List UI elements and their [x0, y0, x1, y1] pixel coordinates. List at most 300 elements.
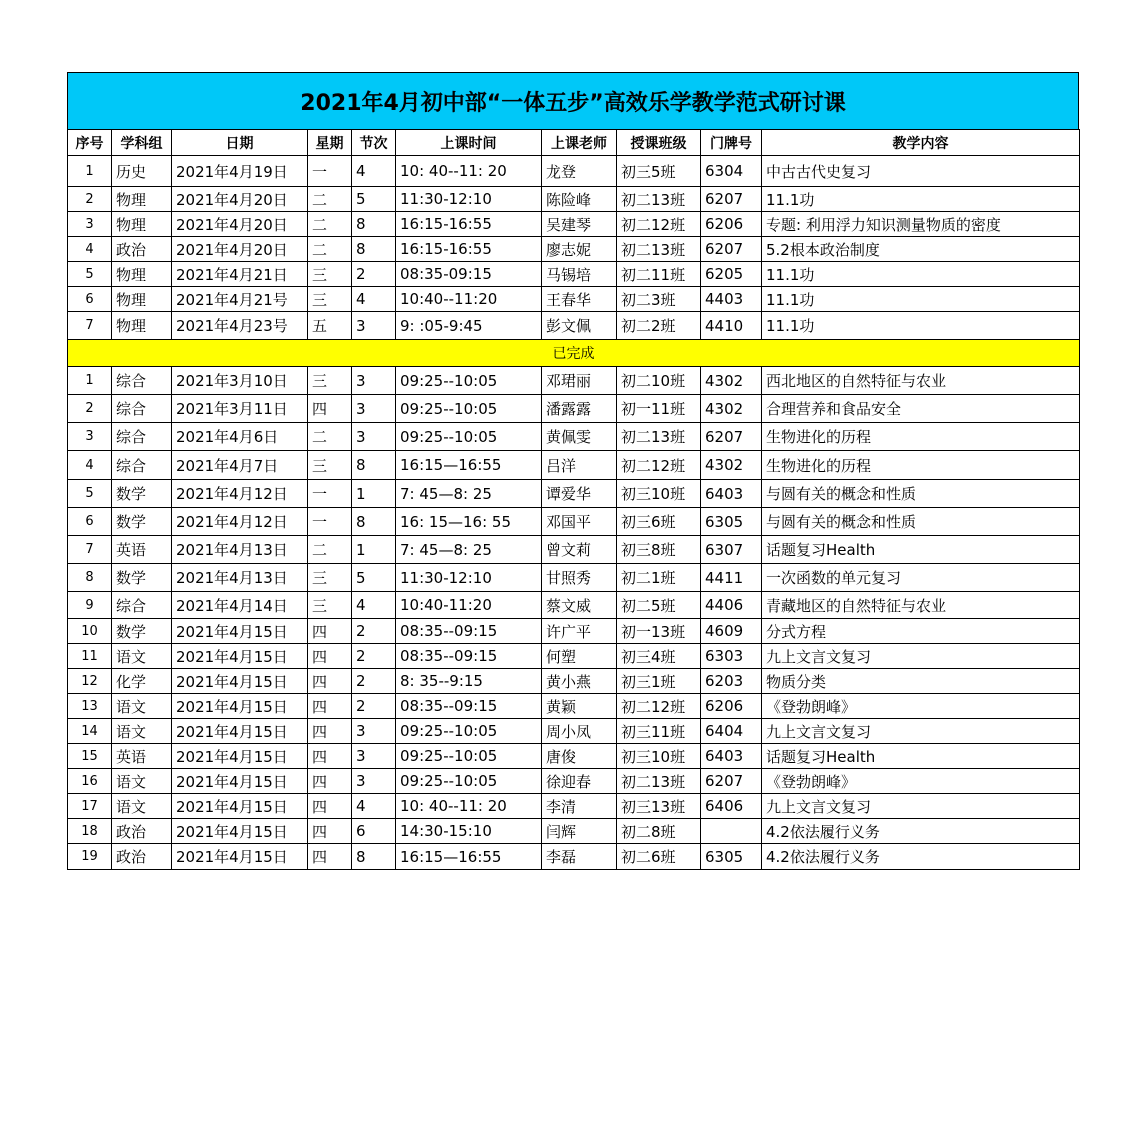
- cell-date: 2021年4月20日: [172, 212, 308, 237]
- upcoming-row: [68, 287, 1080, 312]
- cell-room: 6403: [701, 480, 762, 508]
- cell-time: 8: 35--9:15: [396, 669, 542, 694]
- cell-time: 08:35--09:15: [396, 619, 542, 644]
- cell-content: 西北地区的自然特征与农业: [762, 367, 1080, 395]
- completed-row: [68, 619, 1080, 644]
- cell-class: 初三8班: [617, 536, 701, 564]
- cell-weekday: 二: [308, 187, 352, 212]
- cell-content: 11.1功: [762, 187, 1080, 212]
- cell-period: 4: [352, 287, 396, 312]
- cell-subject: 物理: [112, 187, 172, 212]
- cell-date: 2021年4月13日: [172, 536, 308, 564]
- cell-room: 6406: [701, 794, 762, 819]
- completed-row: [68, 694, 1080, 719]
- cell-date: 2021年4月13日: [172, 564, 308, 592]
- cell-content: 与圆有关的概念和性质: [762, 480, 1080, 508]
- completed-row: [68, 395, 1080, 423]
- cell-weekday: 四: [308, 819, 352, 844]
- completed-row: [68, 536, 1080, 564]
- cell-subject: 历史: [112, 156, 172, 187]
- sheet-title: 2021年4月初中部“一体五步”高效乐学教学范式研讨课: [67, 72, 1079, 129]
- cell-room: 4411: [701, 564, 762, 592]
- cell-time: 08:35--09:15: [396, 694, 542, 719]
- cell-index: 10: [68, 619, 112, 644]
- cell-subject: 综合: [112, 367, 172, 395]
- header-cell-room: 门牌号: [701, 130, 762, 156]
- cell-subject: 化学: [112, 669, 172, 694]
- cell-index: 5: [68, 262, 112, 287]
- cell-index: 4: [68, 451, 112, 480]
- completed-row: [68, 669, 1080, 694]
- cell-class: 初二8班: [617, 819, 701, 844]
- cell-period: 3: [352, 719, 396, 744]
- cell-subject: 语文: [112, 694, 172, 719]
- cell-time: 10:40--11:20: [396, 287, 542, 312]
- upcoming-row: [68, 237, 1080, 262]
- cell-time: 16: 15—16: 55: [396, 508, 542, 536]
- cell-room: 4406: [701, 592, 762, 619]
- completed-row: [68, 480, 1080, 508]
- cell-date: 2021年4月15日: [172, 794, 308, 819]
- cell-period: 2: [352, 644, 396, 669]
- cell-period: 8: [352, 508, 396, 536]
- cell-content: 专题: 利用浮力知识测量物质的密度: [762, 212, 1080, 237]
- cell-time: 9: :05-9:45: [396, 312, 542, 340]
- cell-weekday: 四: [308, 794, 352, 819]
- cell-period: 3: [352, 423, 396, 451]
- cell-class: 初二13班: [617, 769, 701, 794]
- completed-banner-row: [68, 340, 1080, 367]
- cell-room: 6305: [701, 844, 762, 870]
- cell-period: 3: [352, 367, 396, 395]
- cell-class: 初三4班: [617, 644, 701, 669]
- cell-time: 14:30-15:10: [396, 819, 542, 844]
- cell-period: 6: [352, 819, 396, 844]
- cell-teacher: 谭爱华: [542, 480, 617, 508]
- cell-index: 12: [68, 669, 112, 694]
- cell-weekday: 四: [308, 719, 352, 744]
- cell-subject: 物理: [112, 312, 172, 340]
- completed-row: [68, 367, 1080, 395]
- cell-weekday: 四: [308, 694, 352, 719]
- cell-room: 6403: [701, 744, 762, 769]
- cell-room: 4403: [701, 287, 762, 312]
- cell-room: 6207: [701, 237, 762, 262]
- cell-weekday: 三: [308, 592, 352, 619]
- cell-content: 话题复习Health: [762, 536, 1080, 564]
- cell-index: 6: [68, 287, 112, 312]
- cell-content: 《登勃朗峰》: [762, 769, 1080, 794]
- cell-content: 九上文言文复习: [762, 719, 1080, 744]
- cell-subject: 英语: [112, 744, 172, 769]
- cell-class: 初三6班: [617, 508, 701, 536]
- cell-weekday: 三: [308, 262, 352, 287]
- cell-date: 2021年4月15日: [172, 619, 308, 644]
- cell-date: 2021年4月19日: [172, 156, 308, 187]
- cell-date: 2021年4月6日: [172, 423, 308, 451]
- cell-teacher: 蔡文威: [542, 592, 617, 619]
- cell-index: 11: [68, 644, 112, 669]
- cell-weekday: 四: [308, 744, 352, 769]
- header-cell-period: 节次: [352, 130, 396, 156]
- cell-time: 09:25--10:05: [396, 744, 542, 769]
- cell-class: 初二5班: [617, 592, 701, 619]
- cell-room: 6207: [701, 187, 762, 212]
- schedule-table: [67, 129, 1080, 870]
- cell-time: 09:25--10:05: [396, 719, 542, 744]
- cell-room: 6305: [701, 508, 762, 536]
- completed-row: [68, 819, 1080, 844]
- cell-date: 2021年4月14日: [172, 592, 308, 619]
- cell-subject: 政治: [112, 819, 172, 844]
- cell-content: 一次函数的单元复习: [762, 564, 1080, 592]
- cell-time: 7: 45—8: 25: [396, 480, 542, 508]
- cell-teacher: 闫辉: [542, 819, 617, 844]
- cell-subject: 数学: [112, 508, 172, 536]
- cell-class: 初三10班: [617, 744, 701, 769]
- cell-weekday: 四: [308, 619, 352, 644]
- cell-teacher: 李磊: [542, 844, 617, 870]
- cell-period: 4: [352, 794, 396, 819]
- cell-class: 初二6班: [617, 844, 701, 870]
- cell-date: 2021年4月15日: [172, 769, 308, 794]
- cell-content: 5.2根本政治制度: [762, 237, 1080, 262]
- cell-date: 2021年4月15日: [172, 744, 308, 769]
- cell-date: 2021年4月20日: [172, 187, 308, 212]
- cell-date: 2021年3月10日: [172, 367, 308, 395]
- cell-index: 3: [68, 212, 112, 237]
- cell-room: 6207: [701, 769, 762, 794]
- cell-teacher: 马锡培: [542, 262, 617, 287]
- upcoming-row: [68, 212, 1080, 237]
- cell-period: 5: [352, 187, 396, 212]
- header-row: [68, 130, 1080, 156]
- cell-index: 1: [68, 367, 112, 395]
- cell-room: 6203: [701, 669, 762, 694]
- completed-row: [68, 794, 1080, 819]
- cell-date: 2021年4月15日: [172, 719, 308, 744]
- cell-period: 3: [352, 312, 396, 340]
- cell-room: 6303: [701, 644, 762, 669]
- cell-subject: 物理: [112, 212, 172, 237]
- cell-index: 2: [68, 395, 112, 423]
- upcoming-row: [68, 262, 1080, 287]
- completed-row: [68, 719, 1080, 744]
- cell-date: 2021年4月15日: [172, 844, 308, 870]
- header-cell-time: 上课时间: [396, 130, 542, 156]
- cell-date: 2021年4月23号: [172, 312, 308, 340]
- cell-room: 6404: [701, 719, 762, 744]
- cell-subject: 物理: [112, 287, 172, 312]
- cell-subject: 综合: [112, 592, 172, 619]
- cell-content: 生物进化的历程: [762, 451, 1080, 480]
- cell-weekday: 四: [308, 844, 352, 870]
- cell-room: 4302: [701, 395, 762, 423]
- cell-weekday: 三: [308, 564, 352, 592]
- cell-room: 4302: [701, 451, 762, 480]
- cell-time: 10: 40--11: 20: [396, 794, 542, 819]
- cell-weekday: 二: [308, 237, 352, 262]
- cell-subject: 数学: [112, 480, 172, 508]
- cell-date: 2021年4月12日: [172, 508, 308, 536]
- cell-class: 初二13班: [617, 187, 701, 212]
- cell-date: 2021年4月15日: [172, 819, 308, 844]
- cell-teacher: 甘照秀: [542, 564, 617, 592]
- cell-index: 1: [68, 156, 112, 187]
- cell-class: 初二11班: [617, 262, 701, 287]
- cell-room: 4609: [701, 619, 762, 644]
- cell-index: 15: [68, 744, 112, 769]
- cell-content: 九上文言文复习: [762, 794, 1080, 819]
- cell-content: 九上文言文复习: [762, 644, 1080, 669]
- cell-period: 8: [352, 451, 396, 480]
- cell-index: 16: [68, 769, 112, 794]
- cell-subject: 政治: [112, 844, 172, 870]
- header-cell-index: 序号: [68, 130, 112, 156]
- cell-time: 09:25--10:05: [396, 395, 542, 423]
- cell-period: 3: [352, 744, 396, 769]
- cell-content: 合理营养和食品安全: [762, 395, 1080, 423]
- cell-subject: 语文: [112, 794, 172, 819]
- cell-time: 10:40-11:20: [396, 592, 542, 619]
- cell-weekday: 一: [308, 508, 352, 536]
- header-cell-weekday: 星期: [308, 130, 352, 156]
- cell-class: 初三11班: [617, 719, 701, 744]
- cell-period: 2: [352, 262, 396, 287]
- completed-row: [68, 769, 1080, 794]
- upcoming-row: [68, 312, 1080, 340]
- cell-period: 3: [352, 395, 396, 423]
- cell-teacher: 潘露露: [542, 395, 617, 423]
- cell-date: 2021年4月20日: [172, 237, 308, 262]
- cell-index: 13: [68, 694, 112, 719]
- completed-row: [68, 592, 1080, 619]
- cell-teacher: 王春华: [542, 287, 617, 312]
- cell-time: 09:25--10:05: [396, 423, 542, 451]
- cell-date: 2021年4月12日: [172, 480, 308, 508]
- completed-row: [68, 564, 1080, 592]
- completed-row: [68, 644, 1080, 669]
- completed-banner: 已完成: [68, 340, 1080, 367]
- cell-weekday: 四: [308, 395, 352, 423]
- cell-time: 08:35-09:15: [396, 262, 542, 287]
- cell-class: 初二13班: [617, 237, 701, 262]
- cell-content: 4.2依法履行义务: [762, 819, 1080, 844]
- cell-room: 4302: [701, 367, 762, 395]
- cell-teacher: 李清: [542, 794, 617, 819]
- cell-teacher: 徐迎春: [542, 769, 617, 794]
- cell-weekday: 四: [308, 669, 352, 694]
- cell-class: 初一11班: [617, 395, 701, 423]
- cell-class: 初二12班: [617, 694, 701, 719]
- cell-teacher: 曾文莉: [542, 536, 617, 564]
- cell-class: 初二12班: [617, 451, 701, 480]
- cell-weekday: 四: [308, 644, 352, 669]
- cell-class: 初二13班: [617, 423, 701, 451]
- header-cell-date: 日期: [172, 130, 308, 156]
- cell-date: 2021年4月15日: [172, 669, 308, 694]
- cell-teacher: 龙登: [542, 156, 617, 187]
- cell-room: 6207: [701, 423, 762, 451]
- cell-date: 2021年4月21号: [172, 287, 308, 312]
- cell-teacher: 邓珺丽: [542, 367, 617, 395]
- cell-content: 11.1功: [762, 262, 1080, 287]
- cell-period: 3: [352, 769, 396, 794]
- cell-class: 初一13班: [617, 619, 701, 644]
- cell-time: 11:30-12:10: [396, 564, 542, 592]
- cell-subject: 综合: [112, 423, 172, 451]
- cell-subject: 政治: [112, 237, 172, 262]
- cell-time: 08:35--09:15: [396, 644, 542, 669]
- cell-time: 09:25--10:05: [396, 769, 542, 794]
- cell-period: 2: [352, 694, 396, 719]
- cell-weekday: 二: [308, 423, 352, 451]
- cell-class: 初三1班: [617, 669, 701, 694]
- cell-index: 9: [68, 592, 112, 619]
- cell-content: 《登勃朗峰》: [762, 694, 1080, 719]
- cell-class: 初三10班: [617, 480, 701, 508]
- cell-index: 2: [68, 187, 112, 212]
- cell-content: 青藏地区的自然特征与农业: [762, 592, 1080, 619]
- cell-teacher: 唐俊: [542, 744, 617, 769]
- cell-period: 4: [352, 156, 396, 187]
- cell-content: 分式方程: [762, 619, 1080, 644]
- cell-subject: 综合: [112, 451, 172, 480]
- cell-class: 初二1班: [617, 564, 701, 592]
- cell-period: 1: [352, 480, 396, 508]
- cell-period: 1: [352, 536, 396, 564]
- cell-weekday: 五: [308, 312, 352, 340]
- cell-subject: 综合: [112, 395, 172, 423]
- cell-date: 2021年4月15日: [172, 644, 308, 669]
- completed-row: [68, 844, 1080, 870]
- cell-period: 5: [352, 564, 396, 592]
- cell-date: 2021年4月7日: [172, 451, 308, 480]
- cell-teacher: 吕洋: [542, 451, 617, 480]
- cell-time: 11:30-12:10: [396, 187, 542, 212]
- cell-teacher: 何塑: [542, 644, 617, 669]
- cell-subject: 数学: [112, 619, 172, 644]
- cell-index: 7: [68, 312, 112, 340]
- cell-weekday: 三: [308, 451, 352, 480]
- cell-subject: 数学: [112, 564, 172, 592]
- cell-room: [701, 819, 762, 844]
- cell-teacher: 黄颖: [542, 694, 617, 719]
- cell-index: 14: [68, 719, 112, 744]
- cell-room: 6206: [701, 694, 762, 719]
- cell-content: 中古古代史复习: [762, 156, 1080, 187]
- cell-weekday: 三: [308, 287, 352, 312]
- header-cell-content: 教学内容: [762, 130, 1080, 156]
- cell-weekday: 四: [308, 769, 352, 794]
- cell-content: 物质分类: [762, 669, 1080, 694]
- cell-subject: 语文: [112, 719, 172, 744]
- cell-content: 话题复习Health: [762, 744, 1080, 769]
- cell-time: 16:15-16:55: [396, 237, 542, 262]
- cell-date: 2021年4月21日: [172, 262, 308, 287]
- cell-class: 初二3班: [617, 287, 701, 312]
- cell-weekday: 二: [308, 212, 352, 237]
- cell-teacher: 黄小燕: [542, 669, 617, 694]
- cell-time: 10: 40--11: 20: [396, 156, 542, 187]
- cell-period: 8: [352, 844, 396, 870]
- cell-time: 16:15-16:55: [396, 212, 542, 237]
- cell-index: 19: [68, 844, 112, 870]
- cell-class: 初二10班: [617, 367, 701, 395]
- cell-subject: 语文: [112, 644, 172, 669]
- header-cell-teacher: 上课老师: [542, 130, 617, 156]
- header-cell-class: 授课班级: [617, 130, 701, 156]
- cell-content: 生物进化的历程: [762, 423, 1080, 451]
- cell-period: 2: [352, 669, 396, 694]
- schedule-sheet: [67, 72, 1079, 870]
- cell-weekday: 一: [308, 156, 352, 187]
- cell-content: 与圆有关的概念和性质: [762, 508, 1080, 536]
- upcoming-row: [68, 156, 1080, 187]
- cell-content: 4.2依法履行义务: [762, 844, 1080, 870]
- upcoming-row: [68, 187, 1080, 212]
- cell-index: 3: [68, 423, 112, 451]
- cell-teacher: 吴建琴: [542, 212, 617, 237]
- cell-subject: 物理: [112, 262, 172, 287]
- cell-content: 11.1功: [762, 312, 1080, 340]
- cell-subject: 语文: [112, 769, 172, 794]
- cell-index: 18: [68, 819, 112, 844]
- cell-teacher: 邓国平: [542, 508, 617, 536]
- header-cell-subject: 学科组: [112, 130, 172, 156]
- cell-time: 16:15—16:55: [396, 451, 542, 480]
- cell-index: 4: [68, 237, 112, 262]
- cell-time: 7: 45—8: 25: [396, 536, 542, 564]
- cell-index: 5: [68, 480, 112, 508]
- cell-index: 17: [68, 794, 112, 819]
- cell-teacher: 周小凤: [542, 719, 617, 744]
- cell-period: 8: [352, 237, 396, 262]
- cell-weekday: 三: [308, 367, 352, 395]
- cell-class: 初二2班: [617, 312, 701, 340]
- cell-period: 2: [352, 619, 396, 644]
- cell-class: 初三13班: [617, 794, 701, 819]
- cell-weekday: 一: [308, 480, 352, 508]
- completed-row: [68, 451, 1080, 480]
- cell-class: 初二12班: [617, 212, 701, 237]
- cell-teacher: 黄佩雯: [542, 423, 617, 451]
- cell-weekday: 二: [308, 536, 352, 564]
- cell-index: 8: [68, 564, 112, 592]
- cell-index: 7: [68, 536, 112, 564]
- cell-date: 2021年4月15日: [172, 694, 308, 719]
- cell-room: 6304: [701, 156, 762, 187]
- cell-content: 11.1功: [762, 287, 1080, 312]
- cell-room: 6307: [701, 536, 762, 564]
- cell-subject: 英语: [112, 536, 172, 564]
- cell-room: 6205: [701, 262, 762, 287]
- cell-teacher: 陈险峰: [542, 187, 617, 212]
- completed-row: [68, 744, 1080, 769]
- cell-room: 6206: [701, 212, 762, 237]
- cell-time: 09:25--10:05: [396, 367, 542, 395]
- completed-row: [68, 423, 1080, 451]
- cell-teacher: 廖志妮: [542, 237, 617, 262]
- cell-date: 2021年3月11日: [172, 395, 308, 423]
- cell-class: 初三5班: [617, 156, 701, 187]
- cell-index: 6: [68, 508, 112, 536]
- cell-teacher: 许广平: [542, 619, 617, 644]
- cell-period: 4: [352, 592, 396, 619]
- cell-time: 16:15—16:55: [396, 844, 542, 870]
- cell-teacher: 彭文佩: [542, 312, 617, 340]
- cell-room: 4410: [701, 312, 762, 340]
